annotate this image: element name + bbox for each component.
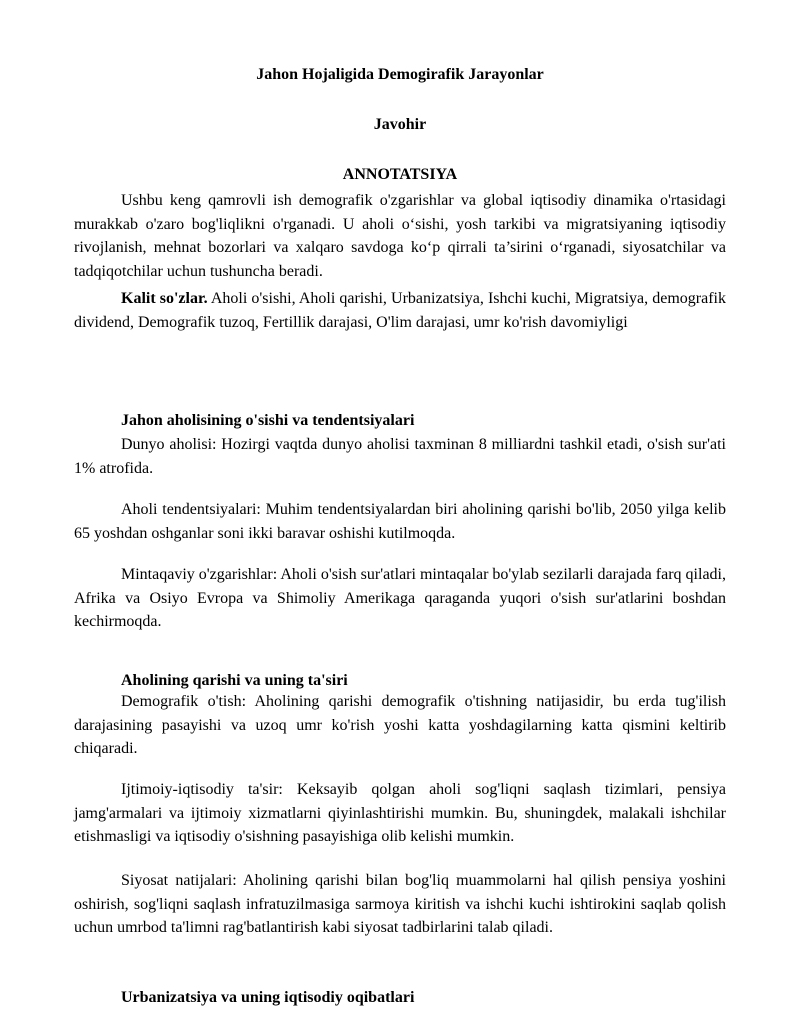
annotation-heading: ANNOTATSIYA — [342, 166, 458, 183]
keywords-paragraph — [74, 287, 726, 334]
body-paragraph: Demografik o'tish: Aholining qarishi demografik o'tishning natijasidir, bu erda tug'ilish darajasining pasayishi va uzoq umr ko'rish yoshi katta yoshdagilarning katta qismini keltirib chiqaradi. — [74, 693, 726, 758]
annotation-paragraph: Ushbu keng qamrovli ish demografik o'zgarishlar va global iqtisodiy dinamika o'rtasidagi murakkab o'zaro bog'liqlikni o'rganadi. U aholi o‘sishi, yosh tarkibi va migratsiyaning iqtisodiy rivojlanish, mehnat bozorlari va xalqaro savdoga ko‘p qirrali ta’sirini o‘rganadi, siyosatchilar va tadqiqotchilar uchun tushuncha beradi. — [74, 192, 726, 280]
section-heading: Urbanizatsiya va uning iqtisodiy oqibatlari — [121, 989, 415, 1006]
body-paragraph: Dunyo aholisi: Hozirgi vaqtda dunyo aholisi taxminan 8 milliardni tashkil etadi, o'sish sur'ati 1% atrofida. — [74, 436, 726, 477]
section-heading: Jahon aholisining o'sishi va tendentsiyalari — [121, 412, 415, 429]
document-author: Javohir — [373, 116, 427, 133]
document-title: Jahon Hojaligida Demogirafik Jarayonlar — [256, 66, 544, 83]
body-paragraph: Ijtimoiy-iqtisodiy ta'sir: Keksayib qolgan aholi sog'liqni saqlash tizimlari, pensiya jamg'armalari va ijtimoiy xizmatlarni qiyinlashtirishi mumkin. Bu, shuningdek, malakali ishchilar etishmasligi va iqtisodiy o'sishning pasayishiga olib kelishi mumkin. — [74, 781, 726, 846]
body-paragraph: Mintaqaviy o'zgarishlar: Aholi o'sish sur'atlari mintaqalar bo'ylab sezilarli darajada farq qiladi, Afrika va Osiyo Evropa va Shimoliy Amerikaga qaraganda yuqori o'sish sur'atlarini boshdan kechirmoqda. — [74, 566, 726, 631]
keywords-label: Kalit so'zlar. — [121, 290, 208, 307]
body-paragraph: Aholi tendentsiyalari: Muhim tendentsiyalardan biri aholining qarishi bo'lib, 2050 yilga kelib 65 yoshdan oshganlar soni ikki baravar oshishi kutilmoqda. — [74, 501, 726, 542]
section-heading: Aholining qarishi va uning ta'siri — [121, 672, 348, 689]
body-paragraph: Siyosat natijalari: Aholining qarishi bilan bog'liq muammolarni hal qilish pensiya yoshini oshirish, sog'liqni saqlash infratuzilmasiga sarmoya kiritish va ishchi kuchi ishtirokini saqlab qolish uchun umrbod ta'limni rag'batlantirish kabi siyosat tadbirlarini talab qiladi. — [74, 872, 726, 937]
keywords-text: Aholi o'sishi, Aholi qarishi, Urbanizatsiya, Ishchi kuchi, Migratsiya, demografik dividend, Demografik tuzoq, Fertillik darajasi, O'lim darajasi, umr ko'rish davomiyligi — [74, 290, 726, 331]
